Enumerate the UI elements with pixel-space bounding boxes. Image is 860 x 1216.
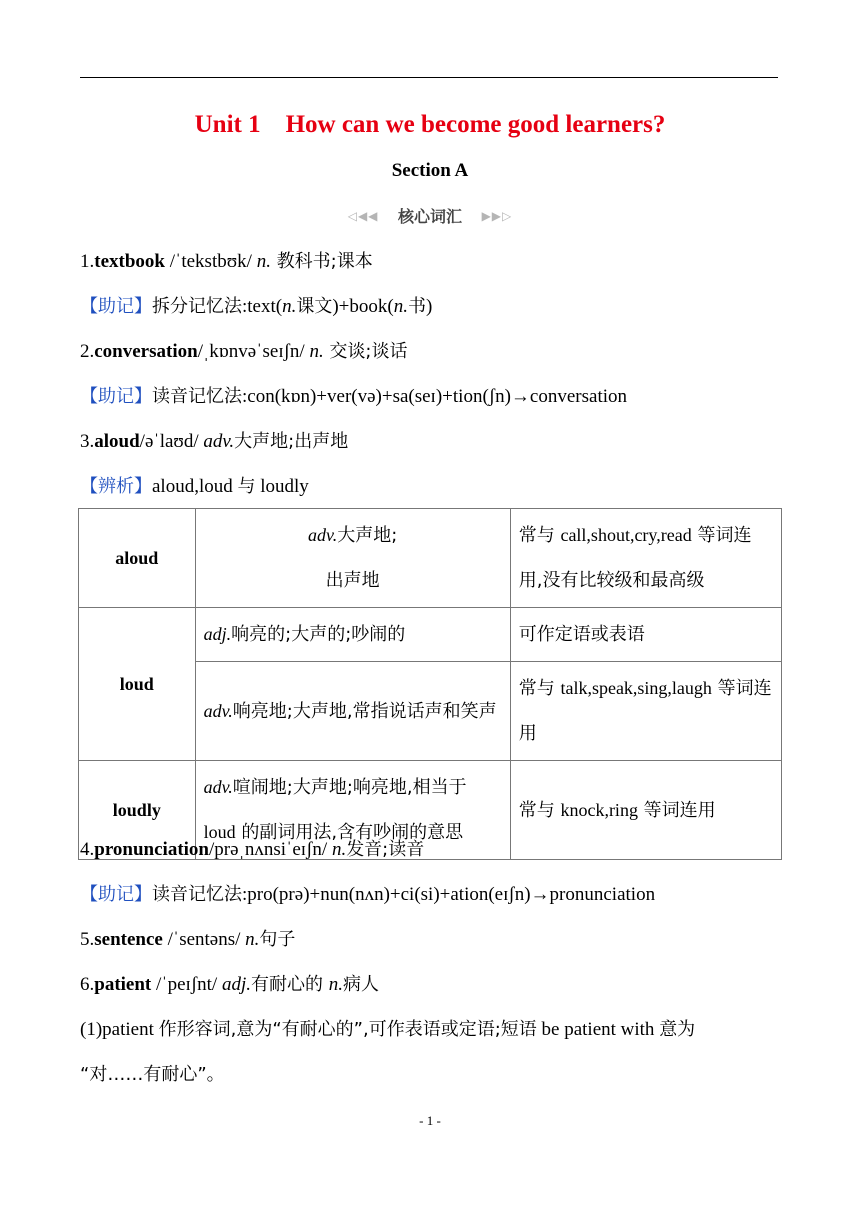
entry-meaning: 病人 [342, 974, 379, 995]
table-meaning-text: 响亮地;大声地,常指说话声和笑声 [232, 700, 497, 722]
entry-number: 1. [80, 251, 95, 272]
table-word-cell: loud [79, 608, 196, 761]
entry-meaning: 交谈;谈话 [323, 341, 408, 362]
table-pos: adv. [308, 525, 338, 545]
table-usage-words: talk,speak,sing,laugh [560, 678, 712, 698]
hint-text: :text( [242, 296, 283, 317]
table-meaning-cell [195, 509, 510, 608]
note-patient-line2 [80, 1063, 225, 1087]
entry-number: 4. [80, 839, 95, 860]
left-arrows-icon: ◁◀◀ [347, 209, 379, 223]
entry-pos: n. [328, 974, 343, 995]
hint-text: :pro(prə)+nun(nʌn)+ci(si)+ation(eɪʃn)→pronunciation [242, 884, 656, 905]
entry-number: 2. [80, 341, 95, 362]
table-pos: adv. [203, 700, 233, 721]
hint-pronunciation [80, 883, 655, 907]
entry-pos: n. [309, 341, 324, 362]
table-usage-cell [510, 509, 781, 608]
entry-pos: adj. [221, 974, 251, 995]
entry-pos: n. [256, 251, 271, 272]
hint-tag: 【助记】 [80, 884, 152, 905]
note-text: (1)patient [80, 1019, 159, 1040]
note-phrase: be patient with [536, 1019, 660, 1040]
core-vocab-label: 核心词汇 [397, 207, 462, 226]
table-usage-text: 常与 [518, 525, 561, 546]
entry-number: 5. [80, 929, 95, 950]
entry-number: 6. [80, 974, 95, 995]
entry-word: pronunciation [94, 839, 209, 860]
table-word-cell: aloud [79, 509, 196, 608]
entry-textbook [80, 250, 373, 274]
entry-pronunciation [80, 838, 424, 862]
entry-word: textbook [94, 251, 165, 272]
section-title: Section A [391, 160, 469, 181]
table-row [79, 509, 782, 608]
hint-label: 读音记忆法 [152, 386, 242, 407]
entry-pos: adv. [203, 431, 235, 452]
table-usage-text: 等词连用 [637, 799, 716, 821]
table-meaning-text: 大声地; [337, 525, 398, 546]
entry-patient [80, 973, 379, 997]
table-usage-words: knock,ring [560, 799, 638, 820]
entry-phonetic: /ˈpeɪʃnt/ [151, 974, 222, 995]
table-meaning-word: loud [203, 822, 236, 842]
table-usage-text: 常与 [518, 678, 561, 699]
comparison-table [78, 508, 782, 860]
entry-pos: n. [331, 839, 347, 860]
entry-word: sentence [94, 929, 163, 950]
hint-tag: 【助记】 [80, 386, 152, 407]
core-vocab-banner [0, 204, 860, 227]
table-meaning-text: 喧闹地;大声地;响亮地,相当于 [232, 777, 467, 798]
table-meaning-text: 出声地 [325, 570, 380, 591]
table-pos: adj. [203, 624, 232, 644]
top-rule [80, 77, 778, 78]
hint-conjunction: 与 [237, 476, 256, 497]
entry-pos: n. [245, 929, 260, 950]
table-usage-words: call,shout,cry,read [560, 525, 692, 545]
hint-text: )+book( [332, 296, 394, 317]
table-meaning-cell [195, 662, 510, 761]
table-usage-text: 常与 [518, 799, 561, 821]
hint-pos: n. [282, 296, 297, 317]
table-row [79, 608, 782, 662]
hint-meaning: 书 [407, 296, 426, 317]
hint-pos: n. [393, 296, 408, 317]
hint-text: aloud,loud [152, 476, 238, 497]
table-usage-text: 可作定语或表语 [518, 624, 645, 645]
note-text: “对……有耐心”。 [80, 1064, 225, 1085]
unit-title: Unit 1 How can we become good learners? [194, 111, 666, 138]
table-usage-text: 等词连用 [518, 678, 772, 744]
entry-meaning: 教科书;课本 [270, 251, 373, 272]
entry-phonetic: /ˈsentəns/ [162, 929, 246, 950]
entry-aloud [80, 430, 348, 454]
note-patient-line1 [80, 1018, 695, 1042]
note-text: 作形容词,意为“有耐心的”,可作表语或定语;短语 [158, 1019, 537, 1040]
entry-word: conversation [94, 341, 198, 362]
hint-meaning: 课文 [296, 296, 333, 317]
entry-phonetic: /ˌkɒnvəˈseɪʃn/ [197, 341, 310, 362]
right-arrows-icon: ▶▶▷ [481, 209, 513, 223]
entry-phonetic: /prəˌnʌnsiˈeɪʃn/ [209, 839, 332, 860]
table-meaning-text: 的副词用法,含有吵闹的意思 [235, 822, 464, 843]
entry-meaning: 有耐心的 [250, 974, 329, 995]
table-usage-cell [510, 662, 781, 761]
note-text: 意为 [659, 1019, 696, 1040]
table-meaning-cell [195, 608, 510, 662]
hint-text: ) [425, 296, 433, 317]
hint-label: 拆分记忆法 [152, 296, 242, 317]
table-usage-cell [510, 608, 781, 662]
hint-tag: 【辨析】 [80, 476, 152, 497]
table-pos: adv. [203, 777, 233, 797]
hint-label: 读音记忆法 [152, 884, 242, 905]
table-word-cell: loudly [79, 761, 196, 860]
entry-phonetic: /ˈtekstbʊk/ [164, 251, 257, 272]
entry-meaning: 句子 [259, 929, 296, 950]
hint-conversation [80, 385, 627, 409]
entry-meaning: 发音;读音 [346, 839, 425, 860]
hint-text: :con(kɒn)+ver(və)+sa(seɪ)+tion(ʃn)→conversation [242, 386, 628, 407]
entry-word: aloud [94, 431, 140, 452]
table-usage-text: 等词连用,没有比较级和最高级 [518, 525, 752, 591]
hint-aloud-compare [80, 475, 309, 499]
entry-meaning: 大声地;出声地 [234, 431, 349, 452]
entry-word: patient [94, 974, 152, 995]
entry-sentence [80, 928, 295, 952]
page-number: - 1 - [419, 1113, 441, 1128]
table-usage-cell [510, 761, 781, 860]
hint-textbook [80, 295, 432, 319]
entry-number: 3. [80, 431, 95, 452]
entry-conversation [80, 340, 408, 364]
hint-text: loudly [255, 476, 309, 497]
entry-phonetic: /əˈlaʊd/ [139, 431, 204, 452]
hint-tag: 【助记】 [80, 296, 152, 317]
table-meaning-text: 响亮的;大声的;吵闹的 [231, 624, 406, 645]
